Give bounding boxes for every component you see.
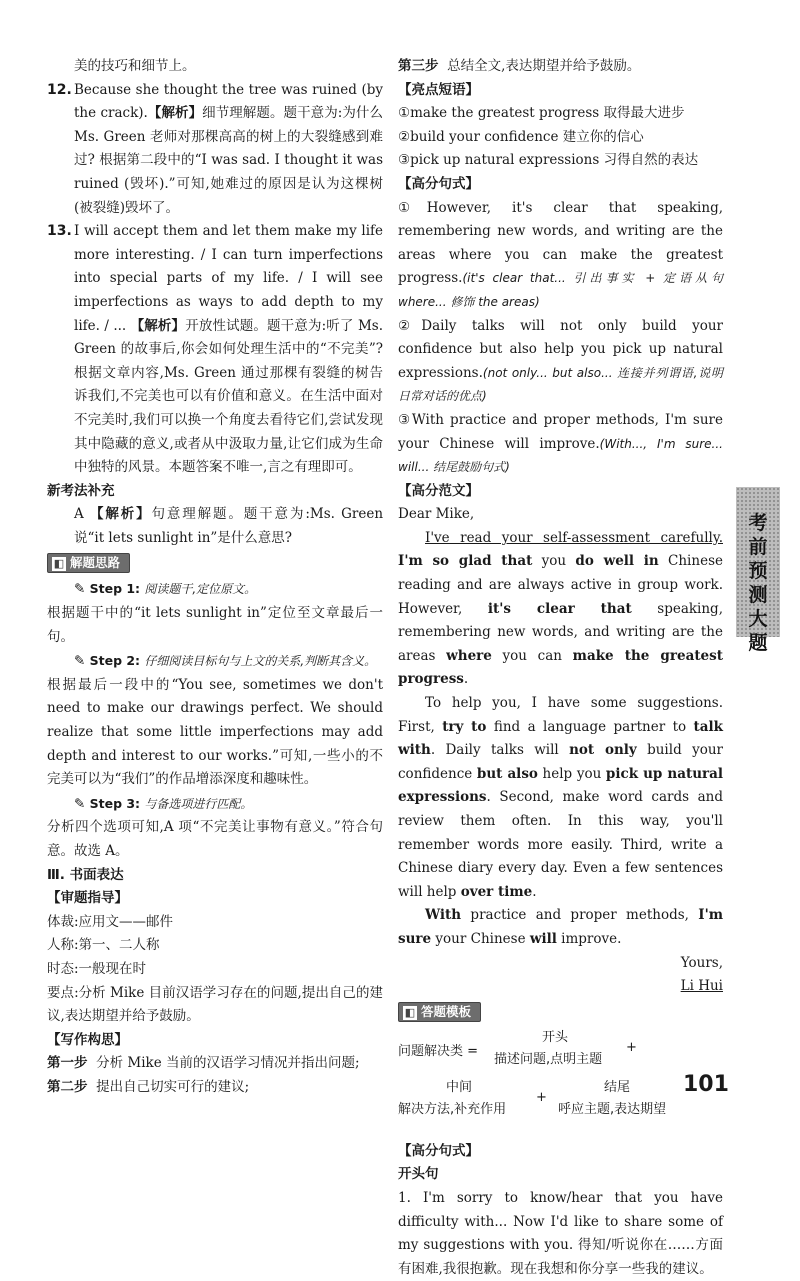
sentence-3: ③With practice and proper methods, I'm sure your Chinese will improve.(With..., I'm sure... will... 结尾鼓励句式) — [398, 411, 723, 475]
q13-number: 13. — [47, 223, 72, 240]
flow-plus-1: + — [626, 1039, 637, 1055]
letter-para-3: With practice and proper methods, I'm sure your Chinese will improve. — [398, 907, 723, 947]
flow-mid-desc: 解决方法,补充作用 — [398, 1101, 507, 1117]
model-heading: 【高分范文】 — [398, 482, 479, 499]
step-a: 第一步 分析 Mike 当前的汉语学习情况并指出问题; — [47, 1055, 360, 1072]
sentence-1: ①However, it's clear that speaking, remembering new words, and writing are the areas where you can make the greatest progress.(it's clear that... 引出事实 + 定语从句 where... 修饰 the areas) — [398, 199, 723, 309]
sentence-heading-2: 【高分句式】 — [398, 1142, 479, 1159]
letter-para-2: To help you, I have some suggestions. First, try to find a language partner to talk with. Daily talks will not only build your confidence but also help you pick up natural expressions. Second, make word cards and review them often. In this way, you'll remember words more easily. Third, write a Chinese diary every day. Even a few sentences will help over time. — [398, 695, 724, 900]
step1: ✎ Step 1: 阅读题干,定位原文。 — [74, 581, 257, 598]
q12-analysis: 细节理解题。题干意为:为什么 Ms. Green 老师对那棵高高的树上的大裂缝感到难过? 根据第二段中的“I was sad. I thought it was ruined (毁坏).”可知,她难过的原因是认为这棵树(被裂缝)毁坏了。 — [74, 105, 383, 216]
step-c: 第三步 总结全文,表达期望并给予鼓励。 — [398, 58, 641, 74]
opening-heading: 开头句 — [398, 1166, 439, 1183]
left-column — [47, 55, 383, 1100]
pen-icon: ✎ — [74, 653, 90, 670]
supplement-answer — [47, 503, 383, 550]
step3-text: 分析四个选项可知,A 项“不完美让事物有意义。”符合句意。故选 A。 — [47, 819, 383, 859]
guide-heading: 【审题指导】 — [47, 890, 128, 907]
template-flow — [398, 1026, 723, 1140]
pen-icon: ✎ — [74, 795, 90, 812]
q12-tag: 【解析】 — [147, 105, 203, 122]
q11-tail: 美的技巧和细节上。 — [74, 58, 196, 74]
genre: 体裁:应用文——邮件 — [47, 913, 174, 930]
q12-number: 12. — [47, 81, 72, 98]
question-12 — [47, 79, 383, 221]
sup-tag: 【解析】 — [89, 506, 152, 523]
flow-open-title: 开头 — [542, 1029, 569, 1045]
page-number: 101 — [683, 1072, 729, 1097]
side-tab — [736, 487, 780, 654]
sentence-heading: 【高分句式】 — [398, 175, 479, 192]
flow-end-desc: 呼应主题,表达期望 — [558, 1101, 667, 1117]
pen-icon: ✎ — [74, 581, 90, 598]
points: 要点:分析 Mike 目前汉语学习存在的问题,提出自己的建议,表达期望并给予鼓励。 — [47, 984, 383, 1025]
letter-para-1: I've read your self-assessment carefully. I'm so glad that you do well in Chinese reading and are always active in group work. However, it's clear that speaking, remembering new words, and writing are the areas where you can make the greatest progress. — [398, 529, 723, 688]
step1-text: 根据题干中的“it lets sunlight in”定位至文章最后一句。 — [47, 605, 383, 645]
flow-category: 问题解决类 = — [398, 1043, 479, 1059]
idea-heading: 【写作构思】 — [47, 1031, 128, 1048]
side-tab-label: 考前预测大题 — [748, 512, 768, 654]
phrase-2: ②build your confidence 建立你的信心 — [398, 128, 644, 145]
question-13 — [47, 220, 383, 480]
closing: Yours, — [680, 954, 723, 971]
q13-answer: I will accept them and let them make my life more interesting. / I can turn imperfections into special parts of my life. / I will see imperfections as ways to add depth to my life. / ... — [74, 223, 383, 334]
signature: Li Hui — [680, 978, 723, 995]
sup-answer: A — [74, 506, 84, 523]
flow-mid-title: 中间 — [446, 1079, 473, 1095]
banner-icon: ◧ — [53, 557, 65, 571]
step-b: 第二步 提出自己切实可行的建议; — [47, 1078, 250, 1095]
opening-sentence-1: 1. I'm sorry to know/hear that you have difficulty with... Now I'd like to share some of my suggestions with you. 得知/听说你在……方面有困难,我很抱歉。现在我想和你分享一些我的建议。 — [398, 1189, 723, 1277]
section-title: Ⅲ. 书面表达 — [47, 866, 124, 883]
phrase-1: ①make the greatest progress 取得最大进步 — [398, 105, 685, 122]
solution-banner: ◧ 解题思路 — [47, 553, 130, 573]
sup-text: 句意理解题。题干意为:Ms. Green 说“it lets sunlight in”是什么意思? — [74, 506, 384, 546]
greeting: Dear Mike, — [398, 506, 475, 523]
flow-end-title: 结尾 — [604, 1079, 631, 1095]
right-column — [398, 55, 723, 1281]
phrase-3: ③pick up natural expressions 习得自然的表达 — [398, 152, 699, 169]
q13-analysis: 开放性试题。题干意为:听了 Ms. Green 的故事后,你会如何处理生活中的“不完美”? 根据文章内容,Ms. Green 通过那棵有裂缝的树告诉我们,不完美也可以有价值和意义。在生活中面对不完美时,我们可以换一个角度去看待它们,尝试发现其中隐藏的意义,或者从中汲取力量,让它们成为生命中独特的风景。本题答案不唯一,言之有理即可。 — [74, 317, 384, 476]
flow-plus-2: + — [536, 1089, 547, 1105]
template-banner: ◧ 答题模板 — [398, 1002, 481, 1022]
banner-icon: ◧ — [404, 1005, 416, 1019]
flow-open-desc: 描述问题,点明主题 — [494, 1051, 603, 1067]
tense: 时态:一般现在时 — [47, 960, 147, 977]
step2: ✎ Step 2: 仔细阅读目标句与上文的关系,判断其含义。 — [74, 653, 377, 670]
step2-text: 根据最后一段中的“You see, sometimes we don't need to make our drawings perfect. We should realize that some little imperfections may add depth and interest to our works.”可知,一些小的不完美可以为“我们”的作品增添深度和趣味性。 — [47, 676, 383, 788]
q12-answer: Because she thought the tree was ruined (by the crack). — [74, 81, 383, 122]
phrase-heading: 【亮点短语】 — [398, 81, 479, 98]
sentence-2: ②Daily talks will not only build your confidence but also help you pick up natural expressions.(not only... but also... 连接并列谓语,说明日常对话的优点) — [398, 317, 723, 404]
person: 人称:第一、二人称 — [47, 937, 160, 954]
q13-tag: 【解析】 — [130, 317, 186, 334]
supplement-title: 新考法补充 — [47, 482, 115, 499]
step3: ✎ Step 3: 与备选项进行匹配。 — [74, 795, 253, 812]
